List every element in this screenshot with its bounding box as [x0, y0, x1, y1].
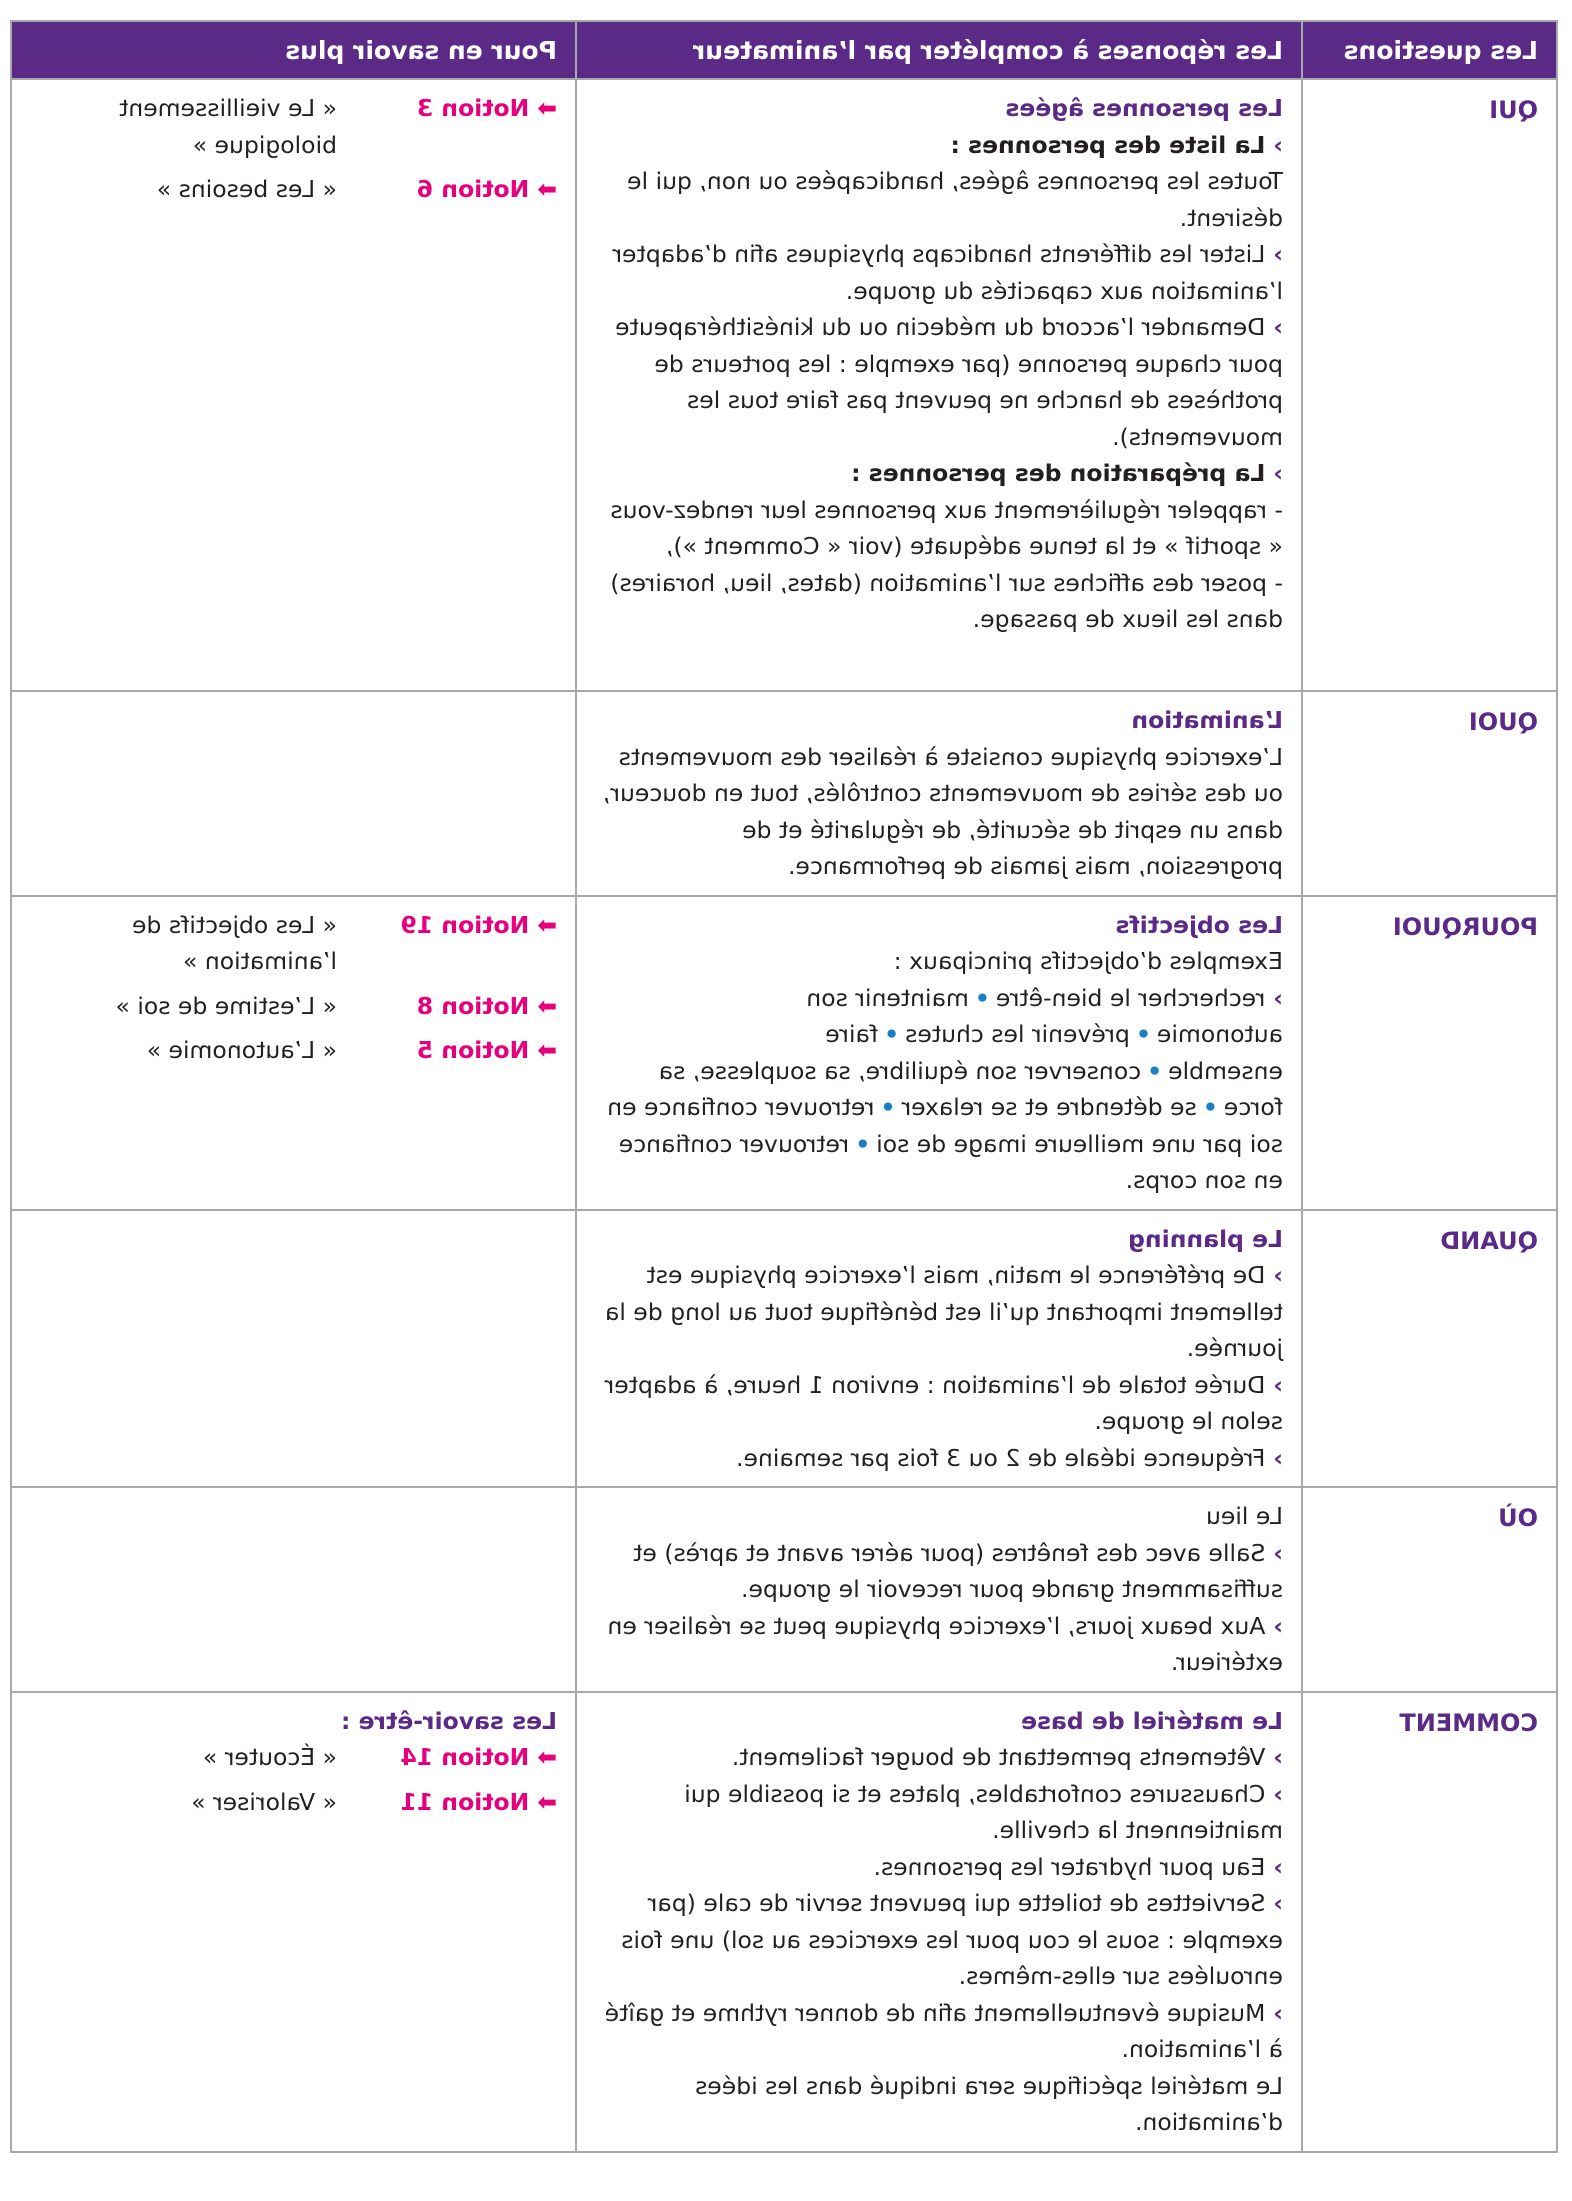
- response-paragraph: [595, 2068, 1283, 2141]
- notion-reference: [30, 1784, 557, 1821]
- table-row: [11, 896, 1557, 1210]
- response-text: - rappeler régulièrement aux personnes leur rendez-vous « sportif » et la tenue adéquate (voir « Comment »),: [610, 495, 1283, 560]
- notion-label-group: [337, 1739, 557, 1776]
- response-title: [595, 90, 1283, 127]
- chevron-right-icon: ›: [1273, 1779, 1283, 1808]
- notion-label-group: [337, 988, 557, 1025]
- arrow-right-icon: ➡: [537, 910, 557, 939]
- chevron-right-icon: ›: [1273, 1370, 1283, 1399]
- response-bullet: [595, 1849, 1283, 1886]
- response-cell: [576, 1692, 1302, 2152]
- chevron-right-icon: ›: [1273, 1443, 1283, 1472]
- chevron-right-icon: ›: [1273, 1743, 1283, 1771]
- notion-reference: [30, 1032, 557, 1069]
- notion-reference: [30, 1739, 557, 1776]
- objective-item: se détendre et se relaxer: [901, 1093, 1197, 1121]
- chevron-right-icon: ›: [1273, 983, 1283, 1012]
- notion-label: Notion 3: [416, 94, 530, 122]
- dot-icon: •: [974, 983, 990, 1012]
- chevron-right-icon: ›: [1273, 240, 1283, 268]
- animation-sheet-table: [10, 20, 1558, 2153]
- notion-label: Notion 11: [400, 1787, 530, 1816]
- chevron-right-icon: ›: [1273, 1538, 1283, 1567]
- response-cell: [576, 1210, 1302, 1488]
- arrow-right-icon: ➡: [537, 94, 557, 122]
- objective-item: rechercher le bien-être: [995, 983, 1266, 1012]
- notion-title: « Le vieillissement biologique »: [119, 94, 337, 159]
- chevron-right-icon: ›: [1273, 1261, 1283, 1289]
- more-cell: [11, 1692, 576, 2152]
- response-title: [595, 702, 1283, 739]
- dot-icon: •: [1135, 1020, 1151, 1048]
- header-questions: Les questions: [1302, 21, 1557, 79]
- question-cell: QUOI: [1302, 691, 1557, 896]
- header-more: Pour en savoir plus: [11, 21, 576, 79]
- bullet-text: Salle avec des fenêtres (pour aérer avant et après) et suffisamment grande pour recevoir le groupe.: [633, 1538, 1283, 1603]
- objective-item: conserver son équilibre, sa souplesse, sa force: [658, 1056, 1283, 1121]
- notion-title: « L’autonomie »: [146, 1036, 337, 1064]
- arrow-right-icon: ➡: [537, 1787, 557, 1816]
- response-cell: [576, 896, 1302, 1210]
- response-text: Les personnes âgées: [1005, 94, 1283, 122]
- more-cell: [11, 79, 576, 691]
- question-cell: COMMENT: [1302, 1692, 1557, 2152]
- table-row: [11, 79, 1557, 691]
- notion-label: Notion 14: [400, 1743, 530, 1771]
- response-bullet: [595, 1440, 1283, 1477]
- more-cell: [11, 1487, 576, 1692]
- header-responses: Les réponses à compléter par l’animateur: [576, 21, 1302, 79]
- arrow-right-icon: ➡: [537, 991, 557, 1020]
- response-bullet: [595, 1608, 1283, 1681]
- notion-label-group: [337, 1032, 557, 1069]
- bullet-text: Chaussures confortables, plates et si possible qui maintiennent la cheville.: [684, 1779, 1283, 1844]
- response-text: Le matériel de base: [1021, 1706, 1283, 1735]
- response-text: L’animation: [1131, 706, 1283, 734]
- question-cell: OÙ: [1302, 1487, 1557, 1692]
- more-cell: [11, 691, 576, 896]
- response-subtitle: [595, 127, 1283, 164]
- notion-reference: [30, 90, 557, 163]
- notion-title: « Écouter »: [202, 1743, 337, 1771]
- response-paragraph: [595, 943, 1283, 980]
- bullet-text: Musique éventuellement afin de donner rythme et gaîté à l’animation.: [604, 1998, 1283, 2063]
- response-paragraph: [595, 1498, 1283, 1535]
- objective-item: faire ensemble: [825, 1020, 1283, 1085]
- response-text: Le planning: [1128, 1224, 1283, 1253]
- bullet-text: Lister les différents handicaps physiques afin d’adapter l’animation aux capacités du groupe.: [612, 240, 1283, 305]
- response-bullet: [595, 1367, 1283, 1440]
- response-bullet: [595, 1535, 1283, 1608]
- more-title: Les savoir-être :: [340, 1706, 557, 1735]
- notion-title: « Les besoins »: [156, 175, 337, 203]
- notion-label-group: [337, 171, 557, 208]
- more-cell: [11, 896, 576, 1210]
- response-text: Toutes les personnes âgées, handicapées ou non, qui le désirent.: [627, 167, 1283, 232]
- response-text: Le matériel spécifique sera indiqué dans les idées d’animation.: [695, 2071, 1283, 2136]
- chevron-right-icon: ›: [1273, 1611, 1283, 1640]
- notion-label-group: [337, 1784, 557, 1821]
- bullet-text: Serviettes de toilette qui peuvent servir de cale (par exemple : sous le cou pour les exercices au sol) une fois enroulées sur elles-mêmes.: [621, 1889, 1283, 1990]
- response-title: [595, 907, 1283, 944]
- table-header-row: [11, 21, 1557, 79]
- arrow-right-icon: ➡: [537, 1036, 557, 1064]
- bullet-text: Aux beaux jours, l’exercice physique peut se réaliser en extérieur.: [607, 1611, 1283, 1676]
- arrow-right-icon: ➡: [537, 1743, 557, 1771]
- objective-item: retrouver confiance en son corps.: [618, 1129, 1283, 1194]
- response-text: L’exercice physique consiste à réaliser des mouvements ou des séries de mouvements contrôlés, tout en douceur, dans un esprit de sécurité, de régularité et de progression, mais jamais de performance.: [602, 742, 1283, 880]
- notion-reference: [30, 907, 557, 980]
- notion-reference: [30, 988, 557, 1025]
- response-bullet: [595, 1885, 1283, 1995]
- response-bullet: [595, 236, 1283, 309]
- table-row: [11, 1487, 1557, 1692]
- response-text: La préparation des personnes :: [851, 459, 1266, 487]
- response-cell: [576, 79, 1302, 691]
- more-cell: [11, 1210, 576, 1488]
- chevron-right-icon: ›: [1273, 313, 1283, 341]
- response-text: Le lieu: [1205, 1502, 1283, 1530]
- response-paragraph: [595, 739, 1283, 885]
- chevron-right-icon: ›: [1273, 459, 1283, 487]
- objective-item: maintenir son autonomie: [806, 983, 1283, 1048]
- bullet-text: Demander l’accord du médecin ou du kinésithérapeute pour chaque personne (par exemple : les porteurs de prothèses de hanche ne peuvent pas faire tous les mouvements).: [615, 313, 1283, 451]
- objectives-list: [595, 980, 1283, 1199]
- notion-title: « L’estime de soi »: [115, 991, 337, 1020]
- response-bullet: [595, 309, 1283, 455]
- objective-item: prévenir les chutes: [905, 1020, 1130, 1048]
- arrow-right-icon: ➡: [537, 175, 557, 203]
- chevron-right-icon: ›: [1273, 130, 1283, 159]
- response-paragraph: [595, 492, 1283, 565]
- response-paragraph: [595, 565, 1283, 638]
- table-row: [11, 1210, 1557, 1488]
- bullet-text: Eau pour hydrater les personnes.: [873, 1852, 1266, 1881]
- notion-label: Notion 5: [416, 1036, 530, 1064]
- response-bullet: [595, 1995, 1283, 2068]
- notion-title: « Valoriser »: [191, 1787, 337, 1816]
- chevron-right-icon: ›: [1273, 1889, 1283, 1917]
- bullet-text: De préférence le matin, mais l’exercice physique est tellement important qu’il est bénéfique tout au long de la journée.: [604, 1261, 1283, 1362]
- notion-title: « Les objectifs de l’animation »: [131, 910, 337, 975]
- response-title: [595, 1221, 1283, 1258]
- response-text: Exemples d’objectifs principaux :: [893, 947, 1283, 975]
- notion-label: Notion 19: [400, 910, 530, 939]
- bullet-text: Durée totale de l’animation : environ 1 heure, à adapter selon le groupe.: [604, 1370, 1283, 1435]
- response-text: La liste des personnes :: [950, 130, 1266, 159]
- question-cell: POURQUOI: [1302, 896, 1557, 1210]
- response-text: - poser des affiches sur l’animation (dates, lieu, horaires) dans les lieux de passage.: [610, 568, 1283, 633]
- response-text: Les objectifs: [1115, 910, 1283, 939]
- notion-label-group: [337, 907, 557, 944]
- dot-icon: •: [855, 1129, 871, 1158]
- notion-reference: [30, 171, 557, 208]
- response-subtitle: [595, 455, 1283, 492]
- notion-label: Notion 8: [416, 991, 530, 1020]
- bullet-text: Fréquence idéale de 2 ou 3 fois par semaine.: [736, 1443, 1266, 1472]
- table-row: [11, 691, 1557, 896]
- question-cell: QUAND: [1302, 1210, 1557, 1488]
- table-row: [11, 1692, 1557, 2152]
- notion-label: Notion 6: [416, 175, 530, 203]
- response-cell: [576, 691, 1302, 896]
- dot-icon: •: [1202, 1093, 1218, 1121]
- chevron-right-icon: ›: [1273, 1998, 1283, 2027]
- response-title: [595, 1703, 1283, 1740]
- dot-icon: •: [1147, 1056, 1163, 1085]
- response-bullet: [595, 1776, 1283, 1849]
- notion-label-group: [337, 90, 557, 127]
- chevron-right-icon: ›: [1273, 1852, 1283, 1881]
- bullet-text: Vêtements permettant de bouger facilement.: [731, 1743, 1266, 1771]
- response-bullet: [595, 1739, 1283, 1776]
- dot-icon: •: [880, 1093, 896, 1121]
- objective-item: retrouver confiance en soi par une meilleure image de soi: [607, 1093, 1283, 1158]
- response-bullet: [595, 1257, 1283, 1367]
- question-cell: QUI: [1302, 79, 1557, 691]
- response-paragraph: [595, 163, 1283, 236]
- dot-icon: •: [884, 1020, 900, 1048]
- response-cell: [576, 1487, 1302, 1692]
